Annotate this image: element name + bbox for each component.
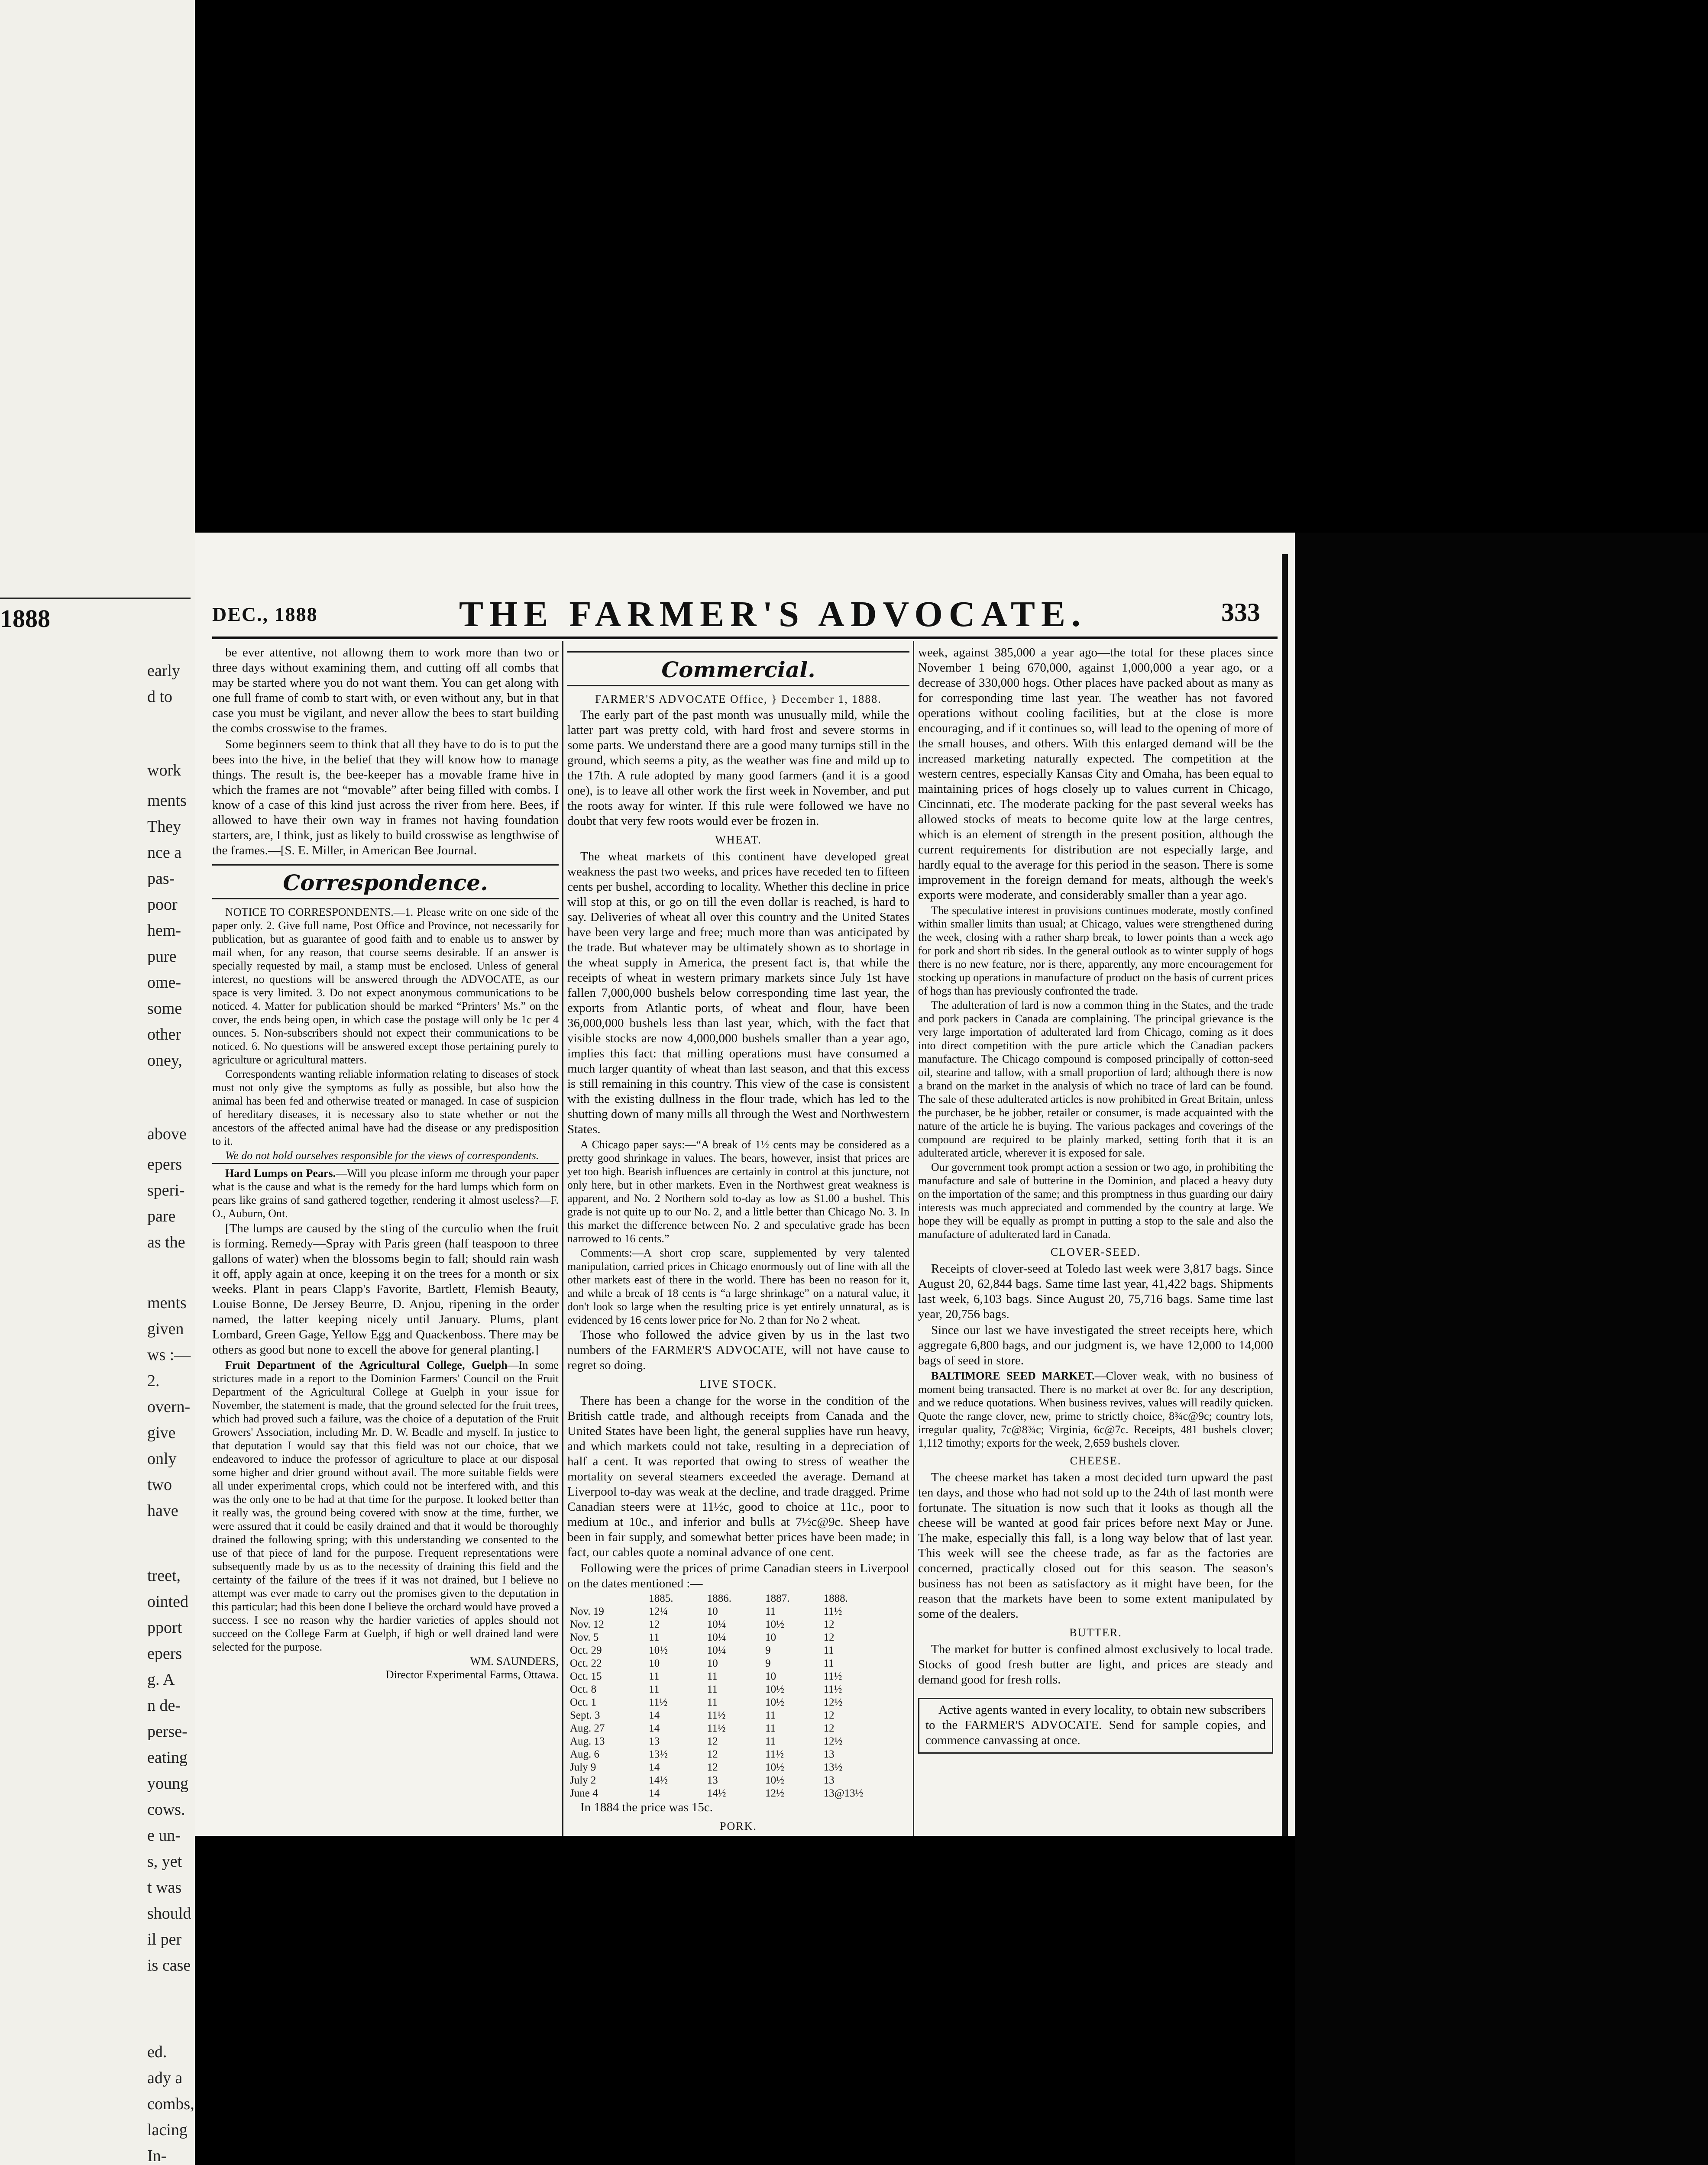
table-cell: 12¼ <box>649 1606 668 1617</box>
table-cell: 12 <box>823 1709 835 1721</box>
table-cell: 12½ <box>823 1696 843 1708</box>
table-cell: 13 <box>707 1774 718 1786</box>
table-cell: 11½ <box>823 1671 842 1682</box>
table-note: In 1884 the price was 15c. <box>580 1800 713 1814</box>
table-cell: 11 <box>765 1722 776 1734</box>
left-page-fragment: combs, <box>147 2095 194 2113</box>
article-text: —Will you please inform me through your paper what is the cause and what is the remedy for the hard lumps which form on pears like grains of sand gathered together, rendering it almost useless?—F. O., Auburn, Ont. <box>212 1167 559 1220</box>
left-page-fragment: ments <box>147 792 187 810</box>
table-row <box>567 1644 909 1657</box>
table-header-cell <box>567 1592 646 1605</box>
left-page-fragment: hem- <box>147 921 181 940</box>
table-cell: 13 <box>649 1735 660 1747</box>
page-number: 333 <box>1221 598 1260 627</box>
table-cell: 10 <box>707 1658 718 1669</box>
live-stock-paragraph: There has been a change for the worse in the condition of the British cattle trade, and although receipts from Canada and the United States have been light, the general supplies have run heavy, and which markets could not take, resulting in a depreciation of half a cent. It was reported that owing to stress of weather the mortality on several steamers exceeded the average. Demand at Liverpool to-day was weak at the decline, and trade dragged. Prime Canadian steers were at 11½c, good to choice at 11c., poor to medium at 10c., and inferior and bulls at 7½c@9c. Sheep have been in fair supply, and somewhat better prices have been made; in fact, our cables quote a nominal advance of one cent. <box>567 1394 909 1559</box>
left-page-fragment: some <box>147 999 182 1018</box>
table-cell: 11½ <box>823 1684 842 1695</box>
article-fruit-dept <box>212 1358 559 1654</box>
table-cell: 11 <box>707 1671 718 1682</box>
masthead-title: THE FARMER'S ADVOCATE. <box>459 594 1087 634</box>
left-page-fragment: speri- <box>147 1181 185 1199</box>
table-cell: 14 <box>649 1787 660 1799</box>
table-row <box>567 1618 909 1631</box>
left-page-fragment: young <box>147 1774 188 1793</box>
table-cell: 13 <box>823 1774 835 1786</box>
left-page-fragment: ointed <box>147 1593 188 1611</box>
scan-background <box>195 1836 1295 2165</box>
left-page-fragment: two <box>147 1476 172 1494</box>
left-page-fragment: only <box>147 1450 177 1468</box>
table-cell: 10½ <box>765 1619 784 1630</box>
table-cell: 14½ <box>707 1787 726 1799</box>
wheat-heading: WHEAT. <box>715 834 762 846</box>
article-text: —In some strictures made in a report to the Dominion Farmers' Council on the Fruit Department of the Agricultural College at Guelph in your issue for November, the statement is made, that the ground selected for the fruit trees, which had proved such a failure, was the choice of a deputation of the Fruit Growers' Association, including Mr. D. W. Beadle and myself. In justice to that deputation I would say that this field was not our choice, that we endeavored to induce the professor of agriculture to place at our disposal some higher and drier ground without avail. The more suitable fields were all under experimental crops, which could not be interfered with, and this was the only one to be had at that time for the purpose. It looked better than it really was, the ground being covered with snow at the time, further, we were assured that it could be easily drained and that it would be thoroughly drained the following spring; with this understanding we consented to the use of that piece of land for the purpose. Frequent representations were subsequently made by us as to the necessity of draining this field and the certainty of the failure of the trees if it was not drained, but I believe no attempt was ever made to carry out the promises given to the deputation in this particular; had this been done I believe the orchard would have proved a success. I see no reason why the hardier varieties of apples should not succeed on the College Farm at Guelph, if high or well drained land were selected for the purpose. <box>212 1359 559 1653</box>
left-page-fragment: pure <box>147 947 177 966</box>
table-cell: Oct. 1 <box>570 1696 597 1708</box>
left-page-fragment: given <box>147 1320 184 1338</box>
table-cell: 11 <box>649 1671 660 1682</box>
table-cell: 10½ <box>765 1684 784 1695</box>
left-page-fragment: d to <box>147 688 173 706</box>
table-row <box>567 1683 909 1696</box>
left-page-fragment: ome- <box>147 973 181 992</box>
column-1 <box>212 645 559 1681</box>
table-cell: Nov. 5 <box>570 1632 599 1643</box>
section-box <box>212 864 559 899</box>
cheese-heading: CHEESE. <box>1070 1454 1122 1467</box>
table-cell: July 9 <box>570 1761 596 1773</box>
lard-paragraph: Our government took prompt action a session or two ago, in prohibiting the manufacture and sale of butterine in the Dominion, and placed a heavy duty on the importation of the same; and this promptness in thus guarding our dairy interests was much appreciated and commended by the country at large. We hope they will be equally as prompt in putting a stop to the sale and also the manufacture of adulterated lard in Canada. <box>918 1161 1273 1241</box>
page-header <box>212 593 1278 632</box>
left-page-fragment: oney, <box>147 1051 182 1070</box>
table-cell: Nov. 19 <box>570 1606 604 1617</box>
left-page-fragment: should <box>147 1904 191 1923</box>
left-page-fragment: ady a <box>147 2069 183 2087</box>
table-cell: Oct. 15 <box>570 1671 602 1682</box>
left-page-fragment: ws :— <box>147 1346 191 1364</box>
clover-heading: CLOVER-SEED. <box>1050 1246 1141 1258</box>
table-cell: 10¼ <box>707 1632 726 1643</box>
table-row <box>567 1787 909 1800</box>
left-page-fragment: is case <box>147 1956 191 1974</box>
table-cell: 11 <box>649 1684 660 1695</box>
left-page-fragment: g. A <box>147 1671 175 1689</box>
article-answer: [The lumps are caused by the sting of the curculio when the fruit is forming. Remedy—Spray with Paris green (half teaspoon to three gallons of water) when the blossoms begin to fall; should rain wash it off, apply again at once, keeping it on the trees for a month or six weeks. Plant in pears Clapp's Favorite, Bartlett, Flemish Beauty, Louise Bonne, De Jersey Beurre, D. Anjou, ripening in the order named, the latter keeping nicely until January. Plums, plant Lombard, Green Gage, Yellow Egg and Quackenboss. There may be others as good but none to excell the above for general planting.] <box>212 1221 559 1357</box>
table-cell: 12½ <box>823 1735 843 1747</box>
table-cell: 9 <box>765 1645 771 1656</box>
clover-paragraph: Since our last we have investigated the street receipts here, which aggregate 6,800 bags, and our judgment is, we have 12,000 to 14,000 bags of seed in store. <box>918 1323 1273 1367</box>
left-page-fragment: poor <box>147 895 178 914</box>
left-page-fragment: nce a <box>147 843 182 862</box>
table-cell: 12 <box>707 1735 718 1747</box>
left-page-fragment: have <box>147 1502 178 1520</box>
price-table <box>567 1592 909 1800</box>
notice-disclaimer: We do not hold ourselves responsible for the views of correspondents. <box>225 1149 539 1162</box>
table-cell: 12 <box>649 1619 660 1630</box>
notice-paragraph: NOTICE TO CORRESPONDENTS.—1. Please write on one side of the paper only. 2. Give full name, Post Office and Province, not necessarily for publication, but as guarantee of good faith and to enable us to answer by mail when, for any reason, that course seems desirable. If an answer is specially requested by mail, a stamp must be enclosed. Unless of general interest, no questions will be answered through the ADVOCATE, as our space is very limited. 3. Do not expect anonymous communications to be noticed. 4. Matter for publication should be marked “Printers’ Ms.” on the cover, the ends being open, in which case the postage will only be 1c per 4 ounces. 5. Non-subscribers should not expect their communications to be noticed. 6. No questions will be answered except those pertaining purely to agriculture or agricultural matters. <box>212 906 559 1066</box>
table-cell: Nov. 12 <box>570 1619 604 1630</box>
table-cell: 12 <box>823 1722 835 1734</box>
table-cell: 11 <box>649 1632 660 1643</box>
commercial-heading: Commercial. <box>661 657 815 682</box>
table-cell: Aug. 13 <box>570 1735 605 1747</box>
header-rule <box>212 637 1278 639</box>
table-cell: 11 <box>823 1658 834 1669</box>
agents-notice: Active agents wanted in every locality, to obtain new subscribers to the FARMER'S ADVOCATE. Send for sample copies, and commence canvassing at once. <box>925 1703 1266 1747</box>
baltimore-title: BALTIMORE SEED MARKET. <box>931 1370 1095 1382</box>
table-cell: 11 <box>707 1684 718 1695</box>
table-cell: Oct. 8 <box>570 1684 597 1695</box>
left-page-fragment: n de- <box>147 1696 181 1715</box>
table-cell: 10¼ <box>707 1645 726 1656</box>
table-cell: 10 <box>649 1658 660 1669</box>
table-row <box>567 1735 909 1748</box>
left-page-fragment: cows. <box>147 1800 185 1819</box>
table-cell: 13@13½ <box>823 1787 864 1799</box>
left-page-fragment: eating <box>147 1748 188 1767</box>
left-page-rule <box>0 598 191 599</box>
table-cell: 12½ <box>765 1787 784 1799</box>
table-row <box>567 1657 909 1670</box>
left-page-fragment: ments <box>147 1294 187 1312</box>
table-cell: 10 <box>765 1632 776 1643</box>
pork-heading: PORK. <box>720 1820 757 1832</box>
table-cell: 11 <box>765 1606 776 1617</box>
table-cell: July 2 <box>570 1774 596 1786</box>
table-cell: 11½ <box>707 1709 726 1721</box>
pork-continued: week, against 385,000 a year ago—the total for these places since November 1 being 670,000, against 1,000,000 a year ago, or a decrease of 330,000 hogs. Other places have packed about as many as for corresponding time last year. The weather has not favored operations without cooling facilities, but at the close is more encouraging, and if it continues so, will lead to the opening of more of the small houses, and others. With this enlarged demand will be the increased marketing naturally expected. The competition at the western centres, especially Kansas City and Omaha, has been equal to maintaining prices of hogs closely up to values current in Chicago, Cincinnati, etc. The moderate packing for the past several weeks has allowed stocks of meats to become quite low at the large centres, which is an element of strength in the present position, although the current requirements for distribution are not especially large, and hardly equal to the average for this period in the season. There is some improvement in the foreign demand for meats, although the week's exports were moderate, and considerably smaller than a year ago. <box>918 646 1273 902</box>
left-page-fragment: work <box>147 761 181 779</box>
table-cell: 14 <box>649 1761 660 1773</box>
baltimore-text: —Clover weak, with no business of moment being transacted. There is no market at over 8c. for any description, and we reduce quotations. When business revives, values will readily quicken. Quote the range clover, new, prime to strictly choice, 8¾c@9c; country lots, irregular quality, 7c@8¾c; Virginia, 6c@7c. Receipts, 481 bushels clover; 1,112 timothy; exports for the week, 2,659 bushels clover. <box>918 1370 1274 1449</box>
left-page-fragment: other <box>147 1025 181 1044</box>
table-header-cell: 1885. <box>649 1593 673 1604</box>
left-page-fragment: overn- <box>147 1398 191 1416</box>
table-header-row <box>567 1592 909 1605</box>
dateline: FARMER'S ADVOCATE Office, } December 1, 1888. <box>595 693 882 705</box>
table-cell: 11½ <box>765 1748 784 1760</box>
left-page-fragment: pare <box>147 1207 176 1225</box>
left-page-fragment: s, yet <box>147 1852 182 1871</box>
table-cell: 13½ <box>649 1748 668 1760</box>
cheese-paragraph: The cheese market has taken a most decided turn upward the past ten days, and those who had not sold up to the 24th of last month were fortunate. The situation is now such that it looks as though all the cheese will be wanted at good fair prices before next May or June. The make, especially this fall, is a long way below that of last year. This week will see the cheese trade, as far as the factories are concerned, practically closed out for this season. The season's business has not been as satisfactory as it might have been, for the reason that the markets have been to some extent manipulated by some of the dealers. <box>918 1470 1273 1621</box>
bee-paragraph: Some beginners seem to think that all they have to do is to put the bees into the hive, in the belief that they will know how to manage things. The result is, the bee-keeper has a movable frame hive in which the frames are not “movable” after being filled with combs. I know of a case of this kind just across the river from here. Bees, if allowed to have their own way in frames not having foundation starters, are, I think, just as likely to build crosswise as lengthwise of the frames.—[S. E. Miller, in American Bee Journal. <box>212 737 559 857</box>
left-page-fragment: perse- <box>147 1722 188 1741</box>
left-page-year: 1888 <box>0 604 50 633</box>
left-page-fragment: treet, <box>147 1567 181 1585</box>
table-cell: 10 <box>707 1606 718 1617</box>
table-cell: 11 <box>765 1735 776 1747</box>
correspondence-heading: Correspondence. <box>283 870 488 895</box>
table-header-cell: 1888. <box>823 1593 848 1604</box>
bee-paragraph: be ever attentive, not allowng them to work more than two or three days without examining them, and cutting off all combs that may be started where you do not want them. You can get along with one full frame of comb to start with, or even without any, but in that case you must be vigilant, and never allow the bees to start building the combs crosswise to the frames. <box>212 646 559 735</box>
butter-paragraph: The market for butter is confined almost exclusively to local trade. Stocks of good fresh butter are light, and prices are steady and demand good for fresh rolls. <box>918 1642 1273 1687</box>
right-shadow <box>1295 533 1708 2165</box>
issue-date: DEC., 1888 <box>212 603 318 625</box>
table-cell: 14½ <box>649 1774 668 1786</box>
table-cell: 10¼ <box>707 1619 726 1630</box>
table-cell: 11 <box>707 1696 718 1708</box>
clover-paragraph: Receipts of clover-seed at Toledo last week were 3,817 bags. Since August 20, 62,844 bags. Same time last year, 41,422 bags. Shipments last week, 6,103 bags. Since August 20, 75,716 bags. Same time last year, 20,756 bags. <box>918 1262 1273 1321</box>
left-page-fragment: They <box>147 818 181 836</box>
left-page-edge <box>0 0 195 2165</box>
baltimore-paragraph <box>918 1369 1273 1450</box>
table-row <box>567 1748 909 1761</box>
table-row <box>567 1774 909 1787</box>
table-cell: 14 <box>649 1709 660 1721</box>
notice-paragraph: Correspondents wanting reliable information relating to diseases of stock must not only give the symptoms as fully as possible, but also how the animal has been fed and otherwise treated or managed. In case of suspicion of hereditary diseases, it is necessary also to state whether or not the ancestors of the affected animal have had the disease or any predisposition to it. <box>212 1068 559 1147</box>
table-cell: 13½ <box>823 1761 843 1773</box>
table-cell: 11½ <box>707 1722 726 1734</box>
left-page-fragment: early <box>147 662 180 680</box>
table-cell: Aug. 6 <box>570 1748 600 1760</box>
butter-heading: BUTTER. <box>1069 1626 1122 1639</box>
table-cell: 11 <box>823 1645 834 1656</box>
left-page-fragment: lacing <box>147 2121 188 2139</box>
table-cell: 10 <box>765 1671 776 1682</box>
left-page-fragment: epers <box>147 1155 182 1173</box>
table-body <box>567 1605 909 1800</box>
table-row <box>567 1696 909 1709</box>
table-cell: 12 <box>707 1748 718 1760</box>
left-page-fragment: pport <box>147 1619 182 1637</box>
column-3 <box>918 645 1273 1754</box>
column-2 <box>567 645 909 1882</box>
table-row <box>567 1605 909 1618</box>
table-row <box>567 1761 909 1774</box>
left-page-fragment: il per <box>147 1930 182 1948</box>
table-cell: 12 <box>823 1619 835 1630</box>
lard-paragraph: The adulteration of lard is now a common thing in the States, and the trade and pork packers in Canada are complaining. The principal grievance is the very large importation of adulterated lard from Chicago, coming as it does into direct competition with the pure article which the Canadian packers manufacture. The Chicago compound is composed principally of cotton-seed oil, stearine and tallow, with a small proportion of lard; although there is now a brand on the market in the analysis of which no trace of lard can be found. The sale of these adulterated articles is now prohibited in Great Britain, unless the purchaser, be he jobber, retailer or consumer, is made acquainted with the nature of the article he is buying. The various packages and coverings of the compound are required to be plainly marked, setting forth that it is an adulterated article, wherever it is exposed for sale. <box>918 999 1273 1159</box>
table-row <box>567 1631 909 1644</box>
signature: WM. SAUNDERS, <box>470 1655 559 1667</box>
table-cell: 11½ <box>823 1606 842 1617</box>
table-cell: 13 <box>823 1748 835 1760</box>
table-row <box>567 1709 909 1722</box>
agents-notice-box <box>918 1698 1273 1754</box>
table-intro: Following were the prices of prime Canadian steers in Liverpool on the dates mentioned :— <box>567 1561 909 1590</box>
left-page-fragment: In- <box>147 2147 167 2165</box>
table-cell: 10½ <box>765 1696 784 1708</box>
table-cell: 10½ <box>649 1645 668 1656</box>
table-row <box>567 1670 909 1683</box>
left-page-fragment: as the <box>147 1233 185 1251</box>
article-title: Hard Lumps on Pears. <box>225 1167 336 1179</box>
article-title: Fruit Department of the Agricultural College, Guelph <box>225 1359 508 1371</box>
left-page-fragment: 2. <box>147 1372 160 1390</box>
left-page-fragment: pas- <box>147 869 175 888</box>
left-page-fragment: epers <box>147 1645 182 1663</box>
table-header-cell: 1886. <box>707 1593 731 1604</box>
table-header-cell: 1887. <box>765 1593 790 1604</box>
signature-title: Director Experimental Farms, Ottawa. <box>385 1668 559 1681</box>
table-cell: Oct. 29 <box>570 1645 602 1656</box>
table-cell: 12 <box>823 1632 835 1643</box>
wheat-quote: A Chicago paper says:—“A break of 1½ cents may be considered as a pretty good shrinkage in values. The bears, however, insist that prices are yet too high. Bearish influences are certainly in control at this juncture, not only here, but in other markets. Even in the Northwest great weakness is apparent, and No. 2 Northern sold to-day as low as $1.00 a bushel. This grade is not quite up to our No. 2, and a little better than Chicago No. 3. In this market the difference between No. 2 and speculative grade has been narrowed to 16 cents.” <box>567 1138 909 1245</box>
left-page-fragment: t was <box>147 1878 182 1897</box>
table-cell: 14 <box>649 1722 660 1734</box>
wheat-comments: Comments:—A short crop scare, supplemented by very talented manipulation, carried prices in Chicago enormously out of line with all the other markets east of there in the world. There has been no reason for it, and while a break of 18 cents is “a large shrinkage” on a natural value, it don't look so large when the resulting price is yet entirely unnatural, as is evidenced by 16 cents lower price for No. 2 than for No 2 wheat. <box>567 1247 909 1326</box>
table-cell: 10½ <box>765 1761 784 1773</box>
section-box <box>567 651 909 686</box>
left-page-fragment: give <box>147 1424 176 1442</box>
table-cell: 11½ <box>649 1696 668 1708</box>
live-stock-heading: LIVE STOCK. <box>699 1378 777 1390</box>
table-row <box>567 1722 909 1735</box>
left-page-fragment: e un- <box>147 1826 181 1845</box>
provisions-paragraph: The speculative interest in provisions continues moderate, mostly confined within smaller limits than usual; at Chicago, values were strengthened during the week, closing with a rather sharp break, to lower points than a week ago for pork and short rib sides. In the general outlook as to winter supply of hogs there is no new feature, nor is there, apparently, any more encouragement for stocking up operations in manufacture of product on the basis of current prices of hogs than has previously confronted the trade. <box>918 904 1273 997</box>
table-cell: Oct. 22 <box>570 1658 602 1669</box>
table-cell: Aug. 27 <box>570 1722 605 1734</box>
wheat-paragraph: The wheat markets of this continent have developed great weakness the past two weeks, and prices have receded ten to fifteen cents per bushel, according to locality. Whether this decline in price will stop at this, or go on till the even dollar is reached, is hard to say. Deliveries of wheat all over this country and the United States have been very large and free; much more than was anticipated by the trade. But whatever may be ultimately shown as to shortage in the wheat supply in America, the present fact is, that while the receipts of wheat in western primary markets since July 1st have fallen 7,000,000 bushels below corresponding time last year, the exports from Atlantic ports, of wheat and flour, have been 36,000,000 bushels less than last year, which, with the fact that visible stocks are now 4,000,000 bushels smaller than a year ago, implies this fact: that milling operations must have consumed a much larger quantity of wheat than last season, and that this excess is still remaining in this country. This view of the case is consistent with the existing dullness in the flour trade, which has led to the shutting down of many mills all through the West and Northwestern States. <box>567 850 909 1136</box>
table-cell: 9 <box>765 1658 771 1669</box>
commercial-intro: The early part of the past month was unusually mild, while the latter part was pretty cold, with hard frost and severe storms in some parts. We understand there are a good many turnips still in the ground, which seems a pity, as the weather was fine and mild up to the 17th. A rule adopted by many good farmers (and it is a good one), is to leave all other work the first week in November, and put the roots away for winter. If this rule were followed we have no doubt that very few roots would ever be frozen in. <box>567 708 909 828</box>
table-cell: 11 <box>765 1709 776 1721</box>
left-page-fragment: ed. <box>147 2043 167 2061</box>
wheat-advice: Those who followed the advice given by us in the last two numbers of the FARMER'S ADVOCATE, will not have cause to regret so doing. <box>567 1328 909 1372</box>
table-cell: Sept. 3 <box>570 1709 600 1721</box>
table-cell: 10½ <box>765 1774 784 1786</box>
article-hard-lumps <box>212 1163 559 1220</box>
table-cell: June 4 <box>570 1787 598 1799</box>
left-page-fragment: above <box>147 1125 187 1143</box>
table-cell: 12 <box>707 1761 718 1773</box>
